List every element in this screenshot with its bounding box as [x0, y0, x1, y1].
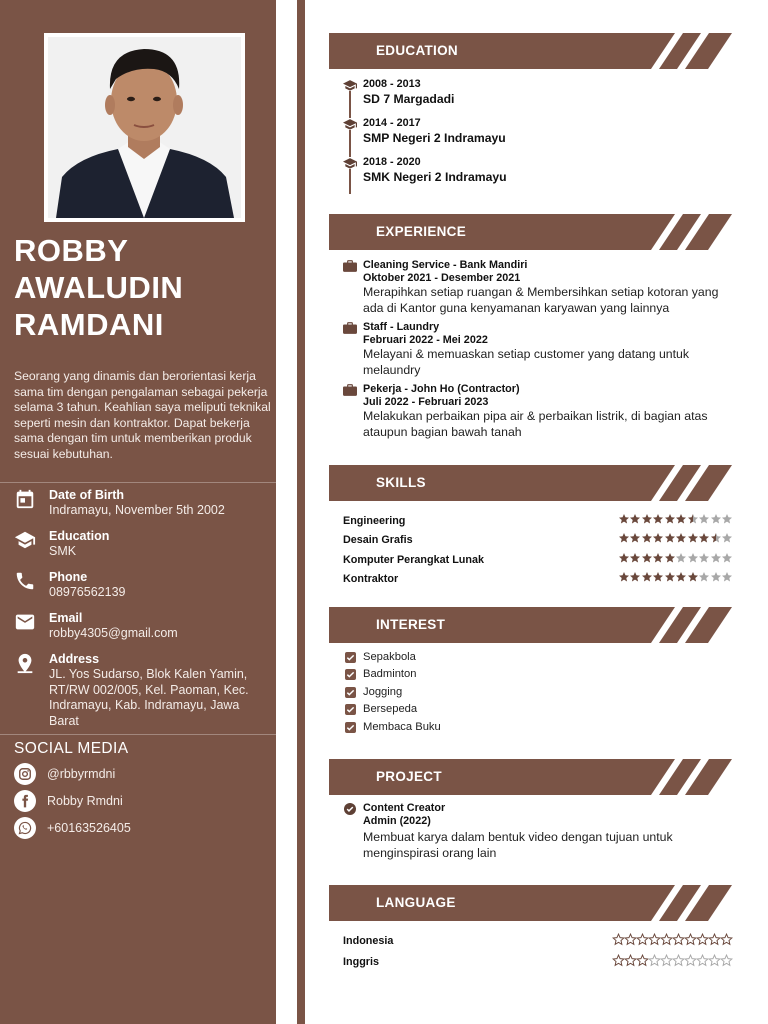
section-title: LANGUAGE: [376, 895, 456, 910]
section-header-skills: [329, 465, 733, 501]
phone-icon: [14, 570, 40, 592]
social-facebook[interactable]: [14, 790, 123, 812]
section-header-education: [329, 33, 733, 69]
project-title: Content Creator: [363, 802, 446, 814]
star-empty-icon: [710, 552, 722, 564]
section-title: EXPERIENCE: [376, 224, 467, 239]
education-value: SMK: [49, 544, 77, 558]
calendar-icon: [14, 488, 40, 510]
facebook-icon: [14, 790, 36, 812]
checkbox-icon: [345, 687, 356, 698]
social-media-title: SOCIAL MEDIA: [14, 740, 129, 757]
star-empty-icon: [710, 571, 722, 583]
skill-row: [343, 515, 733, 529]
section-header-project: [329, 759, 733, 795]
education-years: 2014 - 2017: [363, 117, 421, 129]
checkbox-icon: [345, 722, 356, 733]
interest-item: [345, 721, 441, 733]
portrait-illustration: [48, 37, 241, 218]
star-filled-icon: [675, 513, 687, 525]
star-filled-icon: [675, 532, 687, 544]
star-filled-icon: [687, 571, 699, 583]
experience-description: Merapihkan setiap ruangan & Membersihkan setiap kotoran yang ada di Kantor guna kenyamanan karyawan yang lainnya: [363, 285, 719, 315]
star-filled-icon: [629, 571, 641, 583]
divider: [0, 734, 276, 735]
star-empty-icon: [710, 513, 722, 525]
star-filled-icon: [618, 552, 630, 564]
mail-icon: [14, 611, 40, 633]
star-empty-icon: [698, 552, 710, 564]
section-title: SKILLS: [376, 475, 426, 490]
star-half-icon: [687, 513, 699, 525]
star-filled-icon: [629, 552, 641, 564]
star-filled-icon: [618, 532, 630, 544]
address-label: Address: [49, 652, 100, 666]
star-filled-icon: [675, 571, 687, 583]
section-header-language: [329, 885, 733, 921]
star-empty-icon: [698, 571, 710, 583]
star-empty-icon: [675, 552, 687, 564]
star-filled-icon: [720, 933, 733, 946]
education-school: SMP Negeri 2 Indramayu: [363, 131, 506, 145]
star-filled-icon: [698, 532, 710, 544]
star-filled-icon: [652, 532, 664, 544]
birth-label: Date of Birth: [49, 488, 124, 502]
instagram-handle[interactable]: @rbbyrmdni: [47, 767, 116, 781]
star-filled-icon: [652, 513, 664, 525]
project-description: Membuat karya dalam bentuk video dengan tujuan untuk menginspirasi orang lain: [363, 830, 673, 860]
graduation-cap-icon: [343, 118, 357, 130]
info-phone: [14, 570, 272, 601]
experience-role: Staff - Laundry: [363, 321, 440, 333]
profile-summary: Seorang yang dinamis dan berorientasi kerja sama tim dengan pengalaman sebagai pekerja selama 3 tahun. Keahlian saya meliputi teknikal seperti mesin dan kontraktor. Dapat bekerja sama dengan tim untuk memberikan produk sesuai kebutuhan.: [14, 369, 271, 461]
experience-description: Melayani & memuaskan setiap customer yang datang untuk melaundry: [363, 347, 690, 377]
education-school: SD 7 Margadadi: [363, 92, 455, 106]
language-rating: [613, 954, 733, 967]
briefcase-icon: [343, 383, 357, 395]
social-instagram[interactable]: [14, 763, 115, 785]
email-value: robby4305@gmail.com: [49, 626, 178, 640]
skill-rating: [618, 571, 733, 583]
star-empty-icon: [721, 513, 733, 525]
star-empty-icon: [721, 552, 733, 564]
project-subtitle: Admin (2022): [363, 815, 431, 827]
briefcase-icon: [343, 259, 357, 271]
skill-rating: [618, 532, 733, 544]
birth-value: Indramayu, November 5th 2002: [49, 503, 225, 517]
sidebar: [0, 0, 276, 1024]
experience-role: Cleaning Service - Bank Mandiri: [363, 259, 528, 271]
language-row: [343, 935, 733, 949]
interest-item: [345, 686, 402, 698]
star-half-icon: [710, 532, 722, 544]
experience-description: Melakukan perbaikan pipa air & perbaikan listrik, di bagian atas ataupun bagian bawah tanah: [363, 409, 708, 439]
interest-item: [345, 668, 417, 680]
section-header-interest: [329, 607, 733, 643]
social-whatsapp[interactable]: [14, 817, 131, 839]
language-rating: [613, 933, 733, 946]
star-filled-icon: [629, 532, 641, 544]
experience-period: Oktober 2021 - Desember 2021: [363, 272, 521, 284]
interest-item: [345, 651, 416, 663]
facebook-name[interactable]: Robby Rmdni: [47, 794, 123, 808]
skill-rating: [618, 552, 733, 564]
section-title: INTEREST: [376, 617, 446, 632]
phone-value: 08976562139: [49, 585, 126, 599]
interest-label: Jogging: [363, 686, 403, 698]
info-education: [14, 529, 272, 560]
education-years: 2008 - 2013: [363, 78, 421, 90]
skill-row: [343, 554, 733, 568]
whatsapp-number[interactable]: +60163526405: [47, 821, 131, 835]
language-name: Indonesia: [343, 935, 394, 947]
briefcase-icon: [343, 321, 357, 333]
star-empty-icon: [721, 571, 733, 583]
star-empty-icon: [687, 552, 699, 564]
star-filled-icon: [687, 532, 699, 544]
star-filled-icon: [664, 552, 676, 564]
instagram-icon: [14, 763, 36, 785]
address-value: JL. Yos Sudarso, Blok Kalen Yamin, RT/RW 002/005, Kel. Paoman, Kec. Indramayu, Kab. Indramayu, Jawa Barat: [49, 667, 249, 728]
full-name: ROBBY AWALUDIN RAMDANI: [14, 233, 184, 342]
profile-photo: [44, 33, 245, 222]
graduation-cap-icon: [343, 157, 357, 169]
section-title: EDUCATION: [376, 43, 458, 58]
star-filled-icon: [664, 532, 676, 544]
section-title: PROJECT: [376, 769, 442, 784]
checkbox-icon: [345, 704, 356, 715]
education-years: 2018 - 2020: [363, 156, 421, 168]
graduation-cap-icon: [14, 529, 40, 551]
experience-role: Pekerja - John Ho (Contractor): [363, 383, 520, 395]
skill-name: Komputer Perangkat Lunak: [343, 554, 484, 566]
star-filled-icon: [618, 571, 630, 583]
email-label: Email: [49, 611, 83, 625]
star-empty-icon: [721, 532, 733, 544]
interest-label: Membaca Buku: [363, 721, 441, 733]
experience-period: Juli 2022 - Februari 2023: [363, 396, 489, 408]
interest-label: Sepakbola: [363, 651, 416, 663]
checkbox-icon: [345, 669, 356, 680]
location-pin-icon: [14, 652, 40, 674]
star-filled-icon: [664, 513, 676, 525]
education-school: SMK Negeri 2 Indramayu: [363, 170, 507, 184]
info-email: [14, 611, 272, 642]
info-birth: [14, 488, 272, 519]
language-name: Inggris: [343, 956, 379, 968]
whatsapp-icon: [14, 817, 36, 839]
star-empty-icon: [698, 513, 710, 525]
star-filled-icon: [641, 513, 653, 525]
star-filled-icon: [618, 513, 630, 525]
interest-label: Badminton: [363, 668, 417, 680]
star-filled-icon: [641, 532, 653, 544]
check-circle-icon: [344, 803, 356, 815]
divider: [0, 482, 276, 483]
skill-row: [343, 573, 733, 587]
skill-name: Engineering: [343, 515, 406, 527]
decorative-stripe: [297, 0, 305, 1024]
star-filled-icon: [652, 571, 664, 583]
skill-name: Desain Grafis: [343, 534, 413, 546]
star-filled-icon: [652, 552, 664, 564]
star-filled-icon: [641, 552, 653, 564]
star-filled-icon: [641, 571, 653, 583]
section-header-experience: [329, 214, 733, 250]
skill-rating: [618, 513, 733, 525]
language-row: [343, 956, 733, 970]
interest-label: Bersepeda: [363, 703, 418, 715]
timeline-line: [349, 88, 351, 194]
phone-label: Phone: [49, 570, 88, 584]
star-filled-icon: [664, 571, 676, 583]
info-address: [14, 652, 272, 729]
checkbox-icon: [345, 652, 356, 663]
star-filled-icon: [629, 513, 641, 525]
skill-row: [343, 534, 733, 548]
graduation-cap-icon: [343, 79, 357, 91]
star-empty-icon: [720, 954, 733, 967]
education-label: Education: [49, 529, 110, 543]
interest-item: [345, 703, 417, 715]
experience-period: Februari 2022 - Mei 2022: [363, 334, 488, 346]
skill-name: Kontraktor: [343, 573, 399, 585]
